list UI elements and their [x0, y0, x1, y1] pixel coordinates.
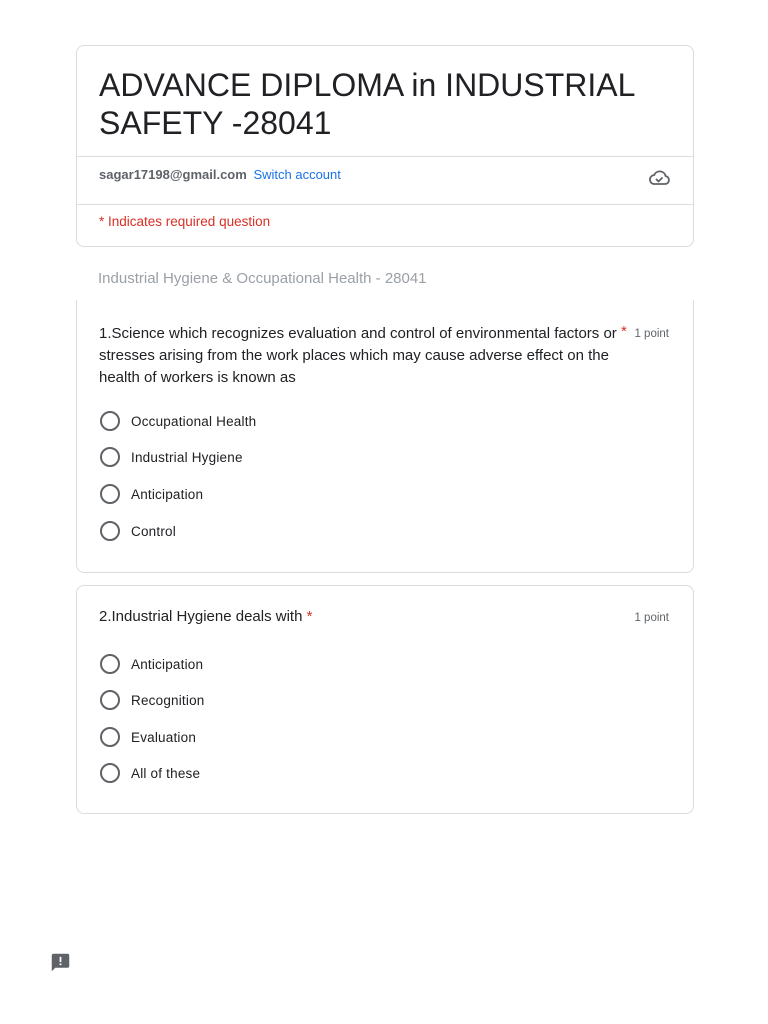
option-label: All of these: [131, 765, 201, 781]
question-points: 1 point: [634, 328, 669, 340]
radio-button[interactable]: [100, 484, 120, 504]
radio-option[interactable]: [100, 762, 200, 784]
question-text: 1.Science which recognizes evaluation and control of environmental factors or stresses arising from the work places which may cause adverse effect on the health of workers is known as: [99, 325, 617, 386]
radio-button[interactable]: [100, 727, 120, 747]
cloud-saved-icon: [647, 166, 671, 190]
section-title: Industrial Hygiene & Occupational Health - 28041: [98, 270, 427, 287]
radio-button[interactable]: [100, 690, 120, 710]
option-label: Anticipation: [131, 486, 204, 502]
option-label: Anticipation: [131, 656, 204, 672]
radio-option[interactable]: [100, 726, 196, 748]
option-label: Control: [131, 523, 176, 539]
radio-button[interactable]: [100, 654, 120, 674]
question-text: [99, 606, 312, 628]
radio-button[interactable]: [100, 521, 120, 541]
required-note: * Indicates required question: [99, 214, 271, 229]
question-card-1: [76, 300, 694, 573]
divider: [77, 204, 693, 205]
radio-option[interactable]: [100, 483, 203, 505]
required-asterisk: *: [306, 608, 313, 625]
divider: [77, 156, 693, 157]
required-asterisk: *: [621, 323, 627, 340]
form-header-card: [76, 45, 694, 247]
option-label: Recognition: [131, 692, 205, 708]
radio-option[interactable]: [100, 520, 176, 542]
switch-account-link[interactable]: Switch account: [253, 167, 341, 182]
feedback-icon[interactable]: [50, 952, 71, 973]
radio-option[interactable]: [100, 689, 205, 711]
option-label: Evaluation: [131, 729, 197, 745]
account-row: [99, 167, 341, 182]
question-card-2: [76, 585, 694, 814]
radio-option[interactable]: [100, 410, 256, 432]
question-points: 1 point: [634, 612, 669, 624]
radio-option[interactable]: [100, 653, 203, 675]
radio-option[interactable]: [100, 446, 243, 468]
question-text-content: 2.Industrial Hygiene deals with: [99, 608, 303, 625]
radio-button[interactable]: [100, 763, 120, 783]
option-label: Industrial Hygiene: [131, 449, 243, 465]
radio-button[interactable]: [100, 447, 120, 467]
option-label: Occupational Health: [131, 413, 257, 429]
radio-button[interactable]: [100, 411, 120, 431]
account-email: sagar17198@gmail.com: [99, 167, 247, 182]
form-title: ADVANCE DIPLOMA in INDUSTRIAL SAFETY -28041: [99, 67, 635, 141]
